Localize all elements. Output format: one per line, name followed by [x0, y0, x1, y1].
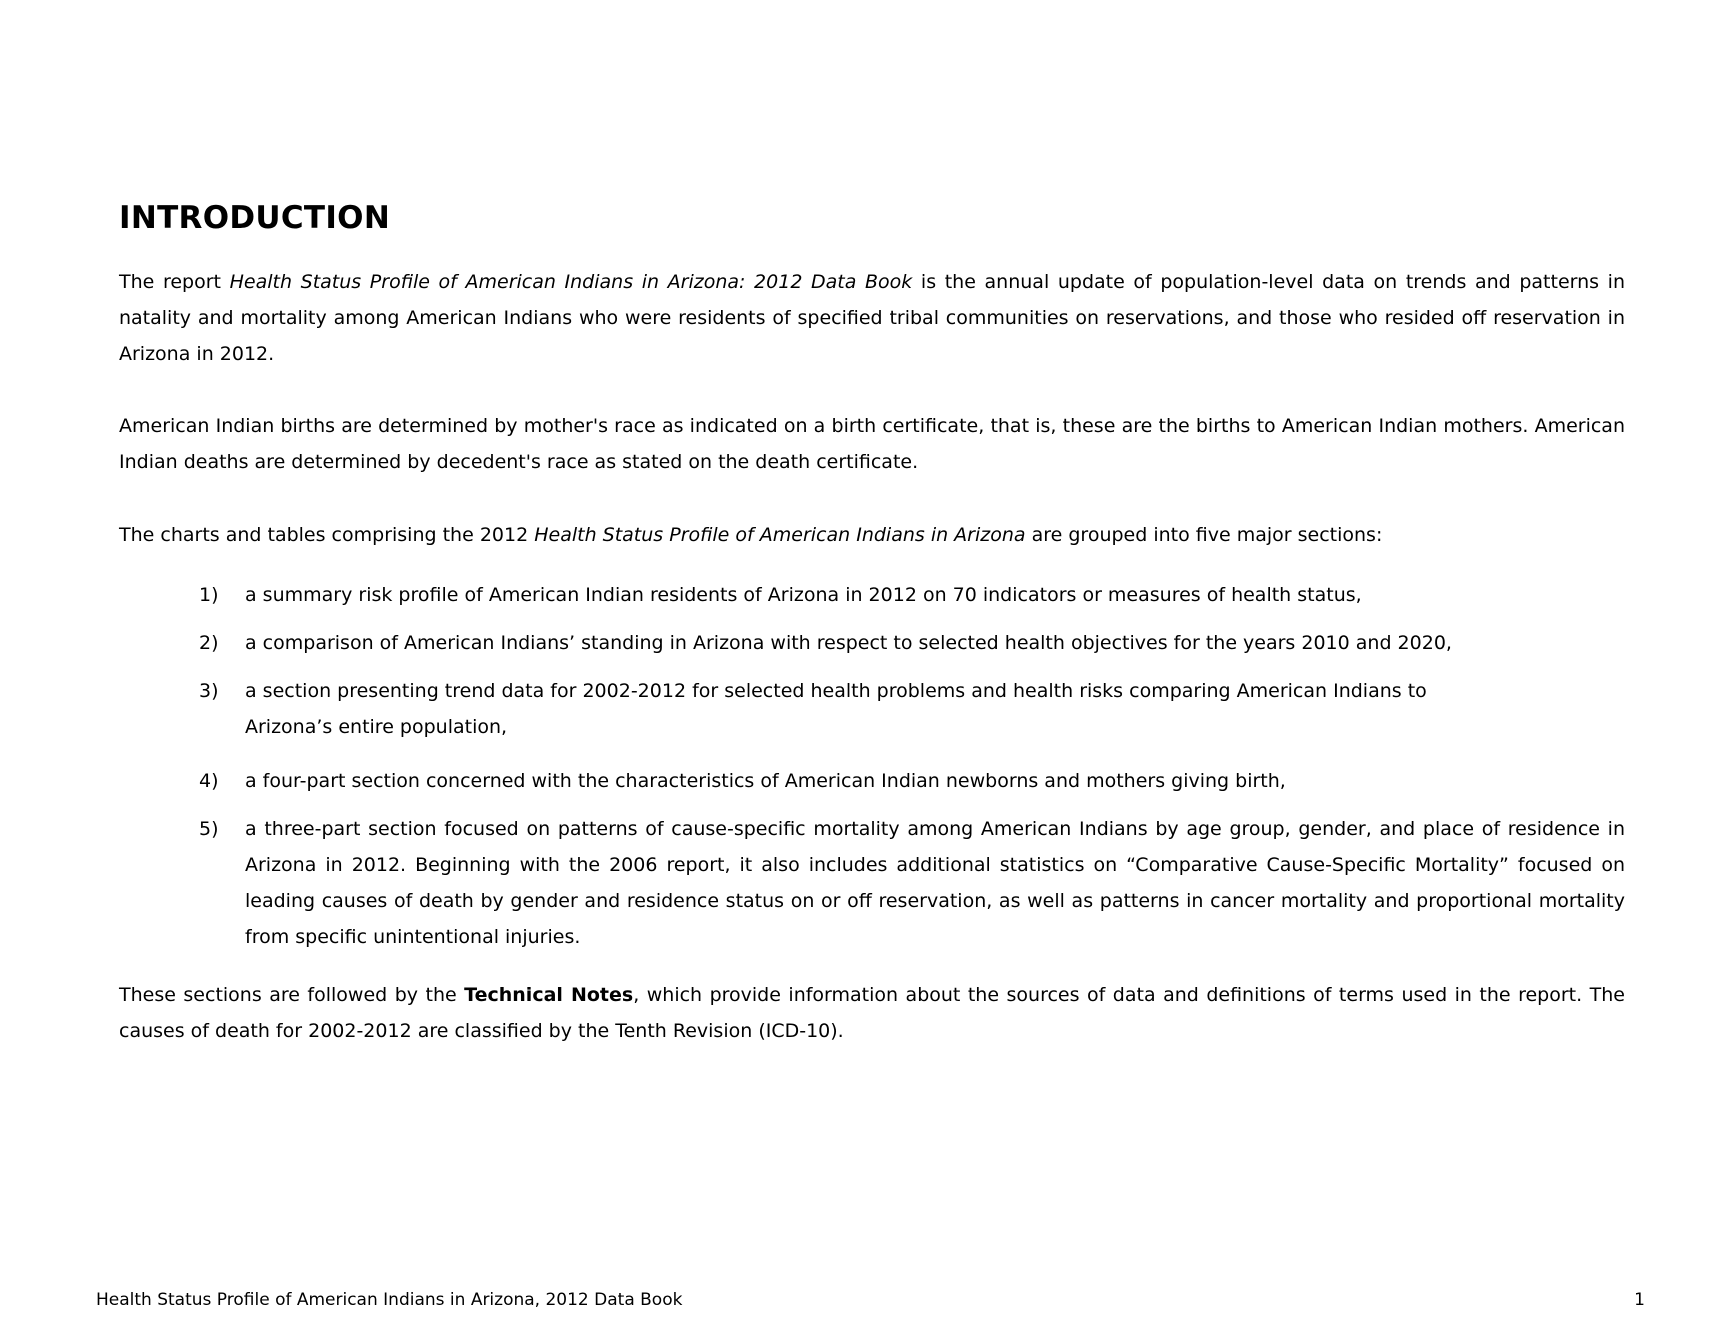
list-item-text: a comparison of American Indians’ standing in Arizona with respect to selected health objectives for the years 2010 and 2020, [245, 632, 1452, 654]
list-item-text: a summary risk profile of American Indian residents of Arizona in 2012 on 70 indicators or measures of health status, [245, 584, 1362, 606]
list-item [119, 811, 1625, 955]
page-title: INTRODUCTION [119, 200, 391, 236]
list-item-number: 4) [199, 770, 219, 792]
list-item-number: 5) [199, 818, 219, 840]
race-definition-paragraph: American Indian births are determined by mother's race as indicated on a birth certificate, that is, these are the births to American Indian mothers. American Indian deaths are determined by decedent's race as stated on the death certificate. [119, 415, 1625, 473]
main-content [119, 196, 1625, 1049]
sections-intro-paragraph [119, 517, 1625, 553]
list-item-text: a four-part section concerned with the characteristics of American Indian newborns and mothers giving birth, [245, 770, 1286, 792]
intro-paragraph-lead: The report [119, 271, 230, 293]
list-item [119, 577, 1625, 613]
intro-paragraph-body: is the annual update of population-level data on trends and patterns in natality and mortality among American Indians who were residents of specified tribal communities on reservations, and those who resided off reservation in Arizona in 2012. [119, 271, 1625, 365]
profile-title-italic: Health Status Profile of American Indians in Arizona [534, 524, 1026, 546]
list-item-text: a three-part section focused on patterns of cause-specific mortality among American Indians by age group, gender, and place of residence in Arizona in 2012. Beginning with the 2006 report, it also includes additional statistics on “Comparative Cause-Specific Mortality” focused on leading causes of death by gender and residence status on or off reservation, as well as patterns in cancer mortality and proportional mortality from specific unintentional injuries. [245, 818, 1625, 948]
technical-notes-body: , which provide information about the sources of data and definitions of terms used in the report. The causes of death for 2002-2012 are classified by the Tenth Revision (ICD-10). [119, 984, 1625, 1042]
sections-intro-tail: are grouped into five major sections: [1025, 524, 1383, 546]
page-number: 1 [1634, 1290, 1645, 1310]
technical-notes-bold: Technical Notes [464, 984, 634, 1006]
sections-intro-lead: The charts and tables comprising the 2012 [119, 524, 535, 546]
list-item [119, 625, 1625, 661]
list-item-number: 3) [199, 680, 219, 702]
list-item-number: 2) [199, 632, 219, 654]
intro-paragraph [119, 264, 1625, 372]
list-item [119, 763, 1625, 799]
list-item-number: 1) [199, 584, 219, 606]
list-item [119, 673, 1625, 745]
sections-list [119, 577, 1625, 955]
technical-notes-lead: These sections are followed by the [119, 984, 465, 1006]
footer-title: Health Status Profile of American Indians in Arizona, 2012 Data Book [96, 1290, 683, 1310]
technical-notes-paragraph [119, 977, 1625, 1049]
report-title-italic: Health Status Profile of American Indians in Arizona: 2012 Data Book [229, 271, 913, 293]
list-item-text: a section presenting trend data for 2002-2012 for selected health problems and health risks comparing American Indians to Arizona’s entire population, [245, 680, 1427, 738]
